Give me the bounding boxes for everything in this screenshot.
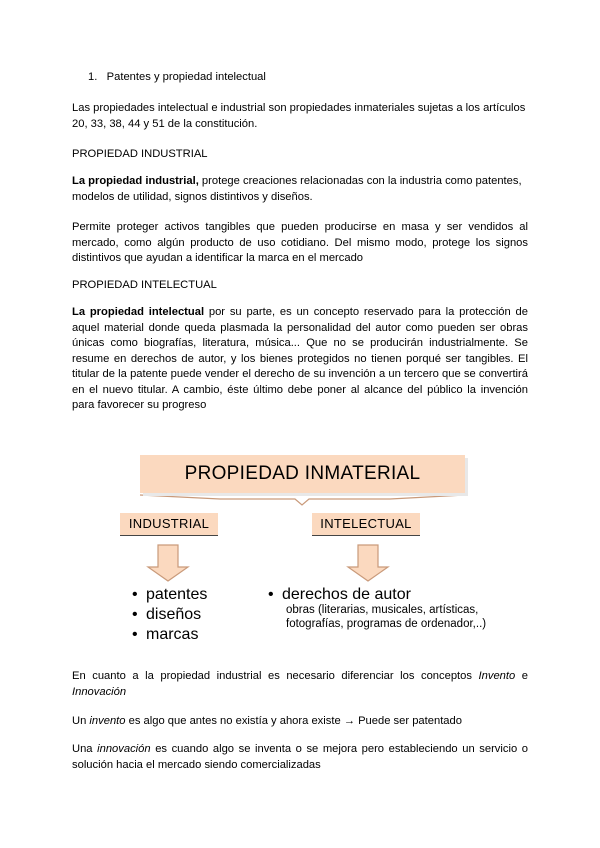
industrial-text: protege creaciones relacionadas con la industria como patentes, modelos de utilidad, signos distintivos y diseños. xyxy=(72,175,522,203)
subtext-line-1: obras (literarias, musicales, artísticas, xyxy=(286,604,479,616)
text-run: es algo que antes no existía y ahora existe → Puede ser patentado xyxy=(125,715,462,727)
term-innovacion: innovación xyxy=(97,743,151,755)
intelectual-paragraph xyxy=(72,305,528,414)
invento-paragraph-1 xyxy=(72,669,528,700)
intro-paragraph: Las propiedades intelectual e industrial son propiedades inmateriales sujetas a los artículos 20, 33, 38, 44 y 51 de la constitución. xyxy=(72,102,526,130)
list-item: • derechos de autor xyxy=(268,585,411,605)
text-run: En cuanto a la propiedad industrial es necesario diferenciar los conceptos xyxy=(72,670,479,682)
term-innovacion: Innovación xyxy=(72,685,127,698)
text-run: Una xyxy=(72,743,98,755)
intelectual-subtext xyxy=(286,603,486,631)
label-intelectual: INTELECTUAL xyxy=(312,513,420,536)
text-run: Un xyxy=(72,715,90,727)
industrial-section-title: PROPIEDAD INDUSTRIAL xyxy=(72,148,208,160)
invento-paragraph-2 xyxy=(72,714,528,730)
industrial-paragraph-2: Permite proteger activos tangibles que pueden producirse en masa y ser vendidos al mercado, como algún producto de uso cotidiano. Del mismo modo, protege los signos distintivos que ayudan a identificar la marca en el mercado xyxy=(72,221,528,264)
term-invento: Invento xyxy=(478,670,516,682)
invento-paragraph-3 xyxy=(72,742,528,773)
text-run: e xyxy=(515,670,528,682)
term-invento: invento xyxy=(89,715,126,727)
list-item: • patentes xyxy=(132,585,207,605)
banner-propiedad-inmaterial: PROPIEDAD INMATERIAL xyxy=(140,455,465,493)
propiedad-inmaterial-diagram xyxy=(120,445,500,645)
intelectual-text: por su parte, es un concepto reservado para la protección de aquel material donde queda plasmada la personalidad del autor como pueden ser obras únicas como biografías, literatura, música... Que no se producirán industrialmente. Se resume en derechos de autor, y los bienes protegidos no tienen porqué ser tangibles. El titular de la patente puede vender el derecho de su invención a un tercero que se convertirá en el nuevo titular. A cambio, éste último debe poner al alcance del público la invención para favorecer su progreso xyxy=(72,306,528,411)
arrow-down-industrial-icon xyxy=(148,545,188,581)
list-item: • marcas xyxy=(132,625,207,645)
industrial-paragraph-1 xyxy=(72,174,528,205)
heading-title: Patentes y propiedad intelectual xyxy=(106,71,266,83)
label-industrial: INDUSTRIAL xyxy=(120,513,218,536)
subtext-line-2: fotografías, programas de ordenador,..) xyxy=(286,618,487,630)
heading-number: 1. xyxy=(88,71,98,83)
list-item: • diseños xyxy=(132,605,207,625)
industrial-term: La propiedad industrial, xyxy=(72,175,199,187)
intelectual-term: La propiedad intelectual xyxy=(72,306,205,318)
banner-brace xyxy=(140,495,465,505)
intelectual-items-list xyxy=(268,585,411,605)
section-heading xyxy=(88,70,544,86)
industrial-items-list xyxy=(132,585,207,645)
intelectual-section-title: PROPIEDAD INTELECTUAL xyxy=(72,279,217,291)
text-run: es cuando algo se inventa o se mejora pero estableciendo un servicio o solución hacia el mercado siendo comercializadas xyxy=(72,743,528,771)
arrow-down-intelectual-icon xyxy=(348,545,388,581)
